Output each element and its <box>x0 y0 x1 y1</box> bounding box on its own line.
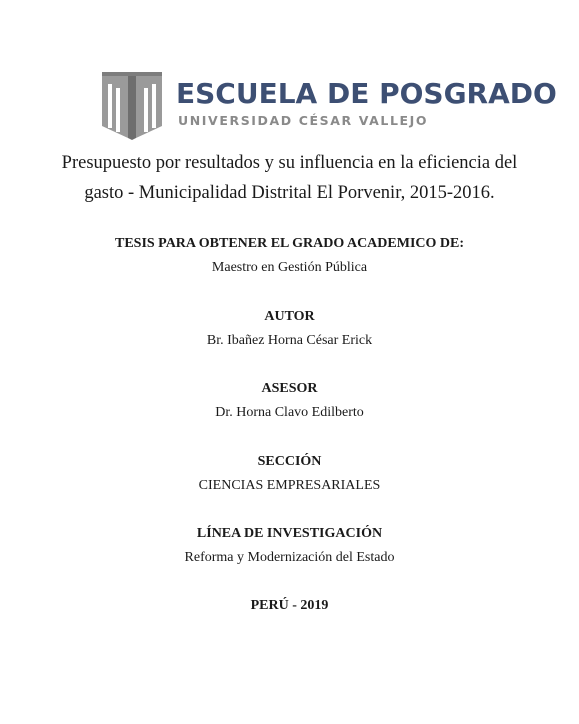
university-logo <box>100 70 557 145</box>
section-value: CIENCIAS EMPRESARIALES <box>198 478 381 493</box>
research-line-heading: LÍNEA DE INVESTIGACIÓN <box>196 526 383 541</box>
degree-section <box>40 234 539 278</box>
author-value: Br. Ibañez Horna César Erick <box>206 333 373 348</box>
place-year: PERÚ - 2019 <box>250 598 329 613</box>
thesis-title-line-1: Presupuesto por resultados y su influencia en la eficiencia del <box>61 153 518 173</box>
author-section <box>40 307 539 351</box>
degree-value: Maestro en Gestión Pública <box>211 260 368 275</box>
thesis-title <box>40 148 539 208</box>
section-section <box>40 452 539 496</box>
advisor-section <box>40 379 539 423</box>
logo-subtitle: UNIVERSIDAD CÉSAR VALLEJO <box>178 113 429 128</box>
thesis-title-line-2: gasto - Municipalidad Distrital El Porvenir, 2015-2016. <box>84 183 495 203</box>
advisor-heading: ASESOR <box>261 381 318 396</box>
logo-title: ESCUELA DE POSGRADO <box>176 77 557 110</box>
research-line-value: Reforma y Modernización del Estado <box>184 550 395 565</box>
advisor-value: Dr. Horna Clavo Edilberto <box>215 405 364 420</box>
section-heading: SECCIÓN <box>257 454 322 469</box>
degree-heading: TESIS PARA OBTENER EL GRADO ACADEMICO DE: <box>114 236 465 251</box>
place-year-section <box>40 596 539 616</box>
ucv-book-columns-icon <box>100 70 164 142</box>
research-line-section <box>40 524 539 568</box>
author-heading: AUTOR <box>264 309 315 324</box>
